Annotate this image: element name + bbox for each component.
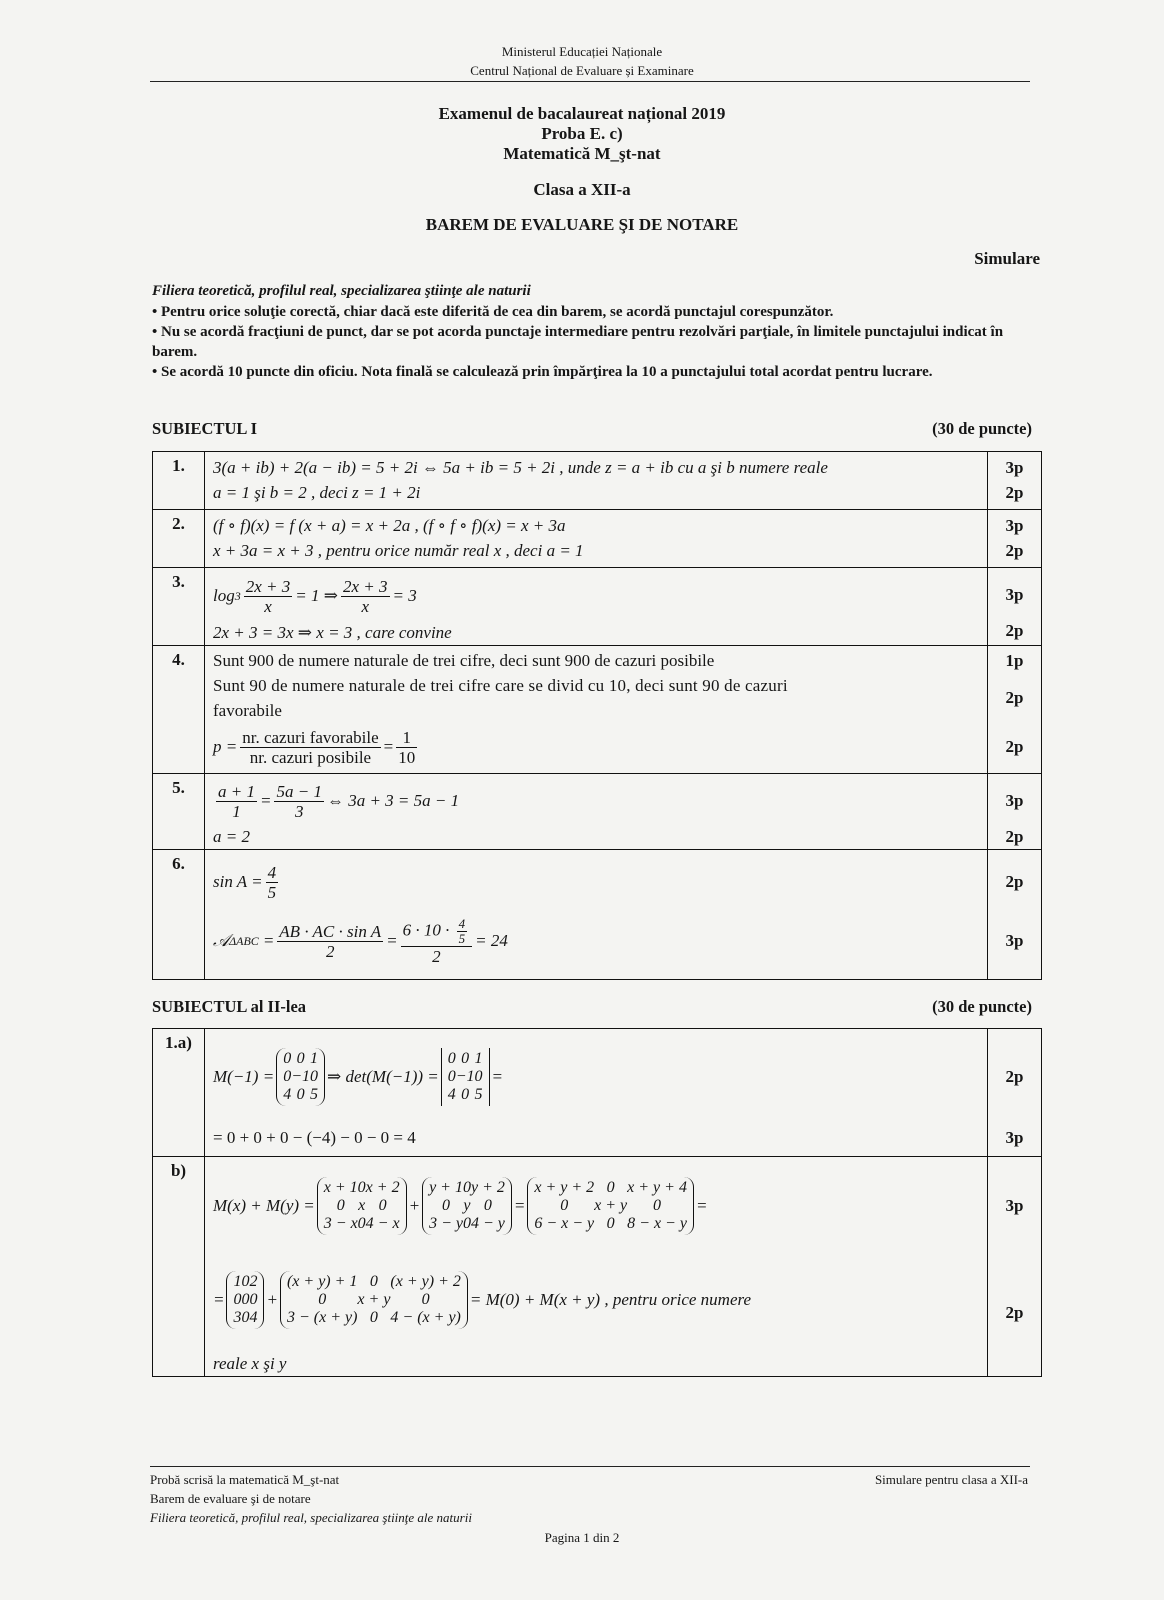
fraction: $\frac{5a - 1}{3}$: [276, 781, 322, 821]
table-row: [153, 1157, 1042, 1377]
table-row: [153, 850, 1042, 980]
rule-1: • Pentru orice soluţie corectă, chiar dacă este diferită de cea din barem, se acordă punctajul corespunzător.: [152, 304, 834, 320]
simulare-label: Simulare: [974, 249, 1040, 268]
item1b-sum-line: M(x) + M(y) = x + 1 0 x + 2 0 x 0 3 − x 0 4 − x + y + 1 0 y + 2 0 y 0 3 − y 0 4 − y = x + y + 2 0 x + y + 4 0 x + y 0 6 − x − y 0 8 − x − y =: [205, 1159, 987, 1253]
item-number: 6.: [153, 850, 205, 980]
matrix-m-minus1: 0 0 1 0 −1 0 4 0 5: [276, 1048, 325, 1106]
item5-line2: a = 2: [213, 827, 250, 846]
item-number: 4.: [153, 646, 205, 774]
fraction: $\frac{1}{10}$: [398, 727, 416, 767]
points-badge: 3p: [1005, 791, 1024, 810]
subiect1-heading: [152, 419, 1032, 439]
fraction: $\frac{a + 1}{1}$: [218, 781, 255, 821]
rules-block: [152, 302, 1034, 382]
footer-line2: Barem de evaluare şi de notare: [150, 1491, 311, 1506]
fraction: $\frac{2x + 3}{x}$: [245, 576, 291, 616]
points-badge: 2p: [1005, 872, 1024, 891]
item1-line2: a = 1 şi b = 2 , deci z = 1 + 2i: [213, 483, 421, 502]
rule-3: • Se acordă 10 puncte din oficiu. Nota finală se calculează prin împărţirea la 10 a punctajului total acordat pentru lucrare.: [152, 364, 933, 380]
barem-title: BAREM DE EVALUARE ŞI DE NOTARE: [425, 215, 739, 234]
item4-line2: Sunt 90 de numere naturale de trei cifre care se divid cu 10, deci sunt 90 de cazuri: [213, 676, 788, 695]
subiect2-title: SUBIECTUL al II-lea: [152, 997, 307, 1016]
subiect1-points: (30 de puncte): [932, 419, 1032, 438]
header-rule: [150, 81, 1030, 82]
fraction: $\frac{2x + 3}{x}$: [342, 576, 388, 616]
item6-area: 𝒜 ΔABC = $\frac{\text{AB · AC · sin A}}{2}$ = 6 · 10 · $\frac{4}{5}$ 2 = 24: [213, 915, 508, 966]
item1b-result-line: = 1 0 2 0 0 0 3 0 4 + (x + y) + 1 0 (x + y) + 2 0 x + y 0 3 − (x + y) 0 4 − (x + y) = M(0) + M(x + y) , pentru orice numere: [205, 1253, 987, 1347]
points-badge: 3p: [1005, 585, 1024, 604]
table-row: [153, 452, 1042, 510]
table-row: [153, 510, 1042, 568]
table-row: [153, 1029, 1042, 1157]
item1b-line-end: reale x şi y: [213, 1354, 287, 1373]
item-number: 2.: [153, 510, 205, 568]
rule-2: • Nu se acordă fracţiuni de punct, dar se pot acorda punctaje intermediare pentru rezolvări parţiale, în limitele punctajului indicat în barem.: [152, 324, 1004, 360]
points-badge: 2p: [1005, 483, 1024, 502]
footer-right: Simulare pentru clasa a XII-a: [874, 1472, 1028, 1487]
matrix-mxy-expanded: (x + y) + 1 0 (x + y) + 2 0 x + y 0 3 − (x + y) 0 4 − (x + y): [280, 1271, 468, 1329]
points-badge: 2p: [1005, 688, 1024, 707]
points-badge: 3p: [1005, 1196, 1024, 1215]
points-badge: 3p: [1005, 931, 1024, 950]
footer-line1: Probă scrisă la matematică M_şt-nat: [150, 1472, 340, 1487]
points-badge: 3p: [1005, 516, 1024, 535]
table-row: [153, 646, 1042, 774]
fraction: $\frac{\text{AB · AC · sin A}}{2}$: [279, 921, 382, 961]
matrix-mx: x + 1 0 x + 2 0 x 0 3 − x 0 4 − x: [317, 1177, 407, 1235]
points-badge: 1p: [1005, 651, 1024, 670]
subiect1-title: SUBIECTUL I: [152, 419, 258, 438]
item2-line2: x + 3a = x + 3 , pentru orice număr real x , deci a = 1: [213, 541, 584, 560]
subiect2-points: (30 de puncte): [932, 997, 1032, 1016]
footer-rule: [150, 1466, 1030, 1467]
points-badge: 3p: [1005, 458, 1024, 477]
item4-probability: p = $\frac{\text{nr. cazuri favorabile}}{\text{nr. cazuri posibile}}$ = $\frac{1}{10}$: [213, 727, 416, 767]
points-badge: 3p: [1005, 1128, 1024, 1147]
proba-title: Proba E. c): [541, 124, 623, 143]
class-title: Clasa a XII-a: [533, 180, 631, 199]
fraction: $\frac{\text{nr. cazuri favorabile}}{\text{nr. cazuri posibile}}$: [242, 727, 379, 767]
points-badge: 2p: [1005, 1067, 1024, 1086]
item3-equation: log 3 $\frac{2x + 3}{x}$ = 1 ⇒ $\frac{2x + 3}{x}$ = 3: [213, 576, 417, 616]
points-badge: 2p: [1005, 827, 1024, 846]
footer-line3: Filiera teoretică, profilul real, specializarea ştiinţe ale naturii: [150, 1510, 472, 1525]
filiera-line: Filiera teoretică, profilul real, specializarea ştiinţe ale naturii: [152, 283, 531, 299]
matrix-mxy: x + y + 2 0 x + y + 4 0 x + y 0 6 − x − y 0 8 − x − y: [527, 1177, 694, 1235]
determinant: 0 0 1 0 −1 0 4 0 5: [441, 1048, 490, 1106]
points-badge: 2p: [1005, 621, 1024, 640]
item-number: 3.: [153, 568, 205, 646]
item4-line1: Sunt 900 de numere naturale de trei cifre, deci sunt 900 de cazuri posibile: [213, 651, 715, 670]
page-number: Pagina 1 din 2: [544, 1530, 620, 1545]
subject-title: Matematică M_şt-nat: [503, 144, 661, 163]
subiect1-table: [152, 451, 1042, 980]
item-number: 5.: [153, 774, 205, 850]
item-number: b): [153, 1157, 205, 1377]
item-number: 1.: [153, 452, 205, 510]
matrix-m0: 1 0 2 0 0 0 3 0 4: [226, 1271, 264, 1329]
fraction: $\frac{4}{5}$: [267, 862, 277, 902]
item1a-matrix-line: M(−1) = 0 0 1 0 −1 0 4 0 5 ⇒ det(M(−1)) = 0 0 1 0 −1 0 4 0 5 =: [205, 1033, 987, 1121]
item6-sin: sin A = $\frac{4}{5}$: [213, 862, 277, 902]
fraction: 6 · 10 · $\frac{4}{5}$ 2: [401, 917, 473, 966]
points-badge: 2p: [1005, 737, 1024, 756]
center-header: Centrul Național de Evaluare și Examinare: [470, 63, 694, 78]
matrix-my: y + 1 0 y + 2 0 y 0 3 − y 0 4 − y: [422, 1177, 512, 1235]
item1a-line2: = 0 + 0 + 0 − (−4) − 0 − 0 = 4: [213, 1128, 416, 1147]
subiect2-heading: [152, 997, 1032, 1017]
item3-line2: 2x + 3 = 3x ⇒ x = 3 , care convine: [213, 623, 452, 642]
ministry-header: Ministerul Educației Naționale: [501, 44, 663, 59]
exam-title: Examenul de bacalaureat național 2019: [438, 104, 726, 123]
points-badge: 2p: [1005, 1303, 1024, 1322]
item2-line1: (f ∘ f)(x) = f (x + a) = x + 2a , (f ∘ f ∘ f)(x) = x + 3a: [213, 516, 566, 535]
item4-line3: favorabile: [213, 701, 282, 720]
subiect2-table: [152, 1028, 1042, 1377]
points-badge: 2p: [1005, 541, 1024, 560]
item5-equation: $\frac{a + 1}{1}$ = $\frac{5a - 1}{3}$ ⇔ 3a + 3 = 5a − 1: [218, 781, 460, 821]
table-row: [153, 774, 1042, 850]
table-row: [153, 568, 1042, 646]
item-number: 1.a): [153, 1029, 205, 1157]
item1-line1: 3(a + ib) + 2(a − ib) = 5 + 2i ⇔ 5a + ib = 5 + 2i , unde z = a + ib cu a şi b numere reale: [213, 458, 828, 477]
